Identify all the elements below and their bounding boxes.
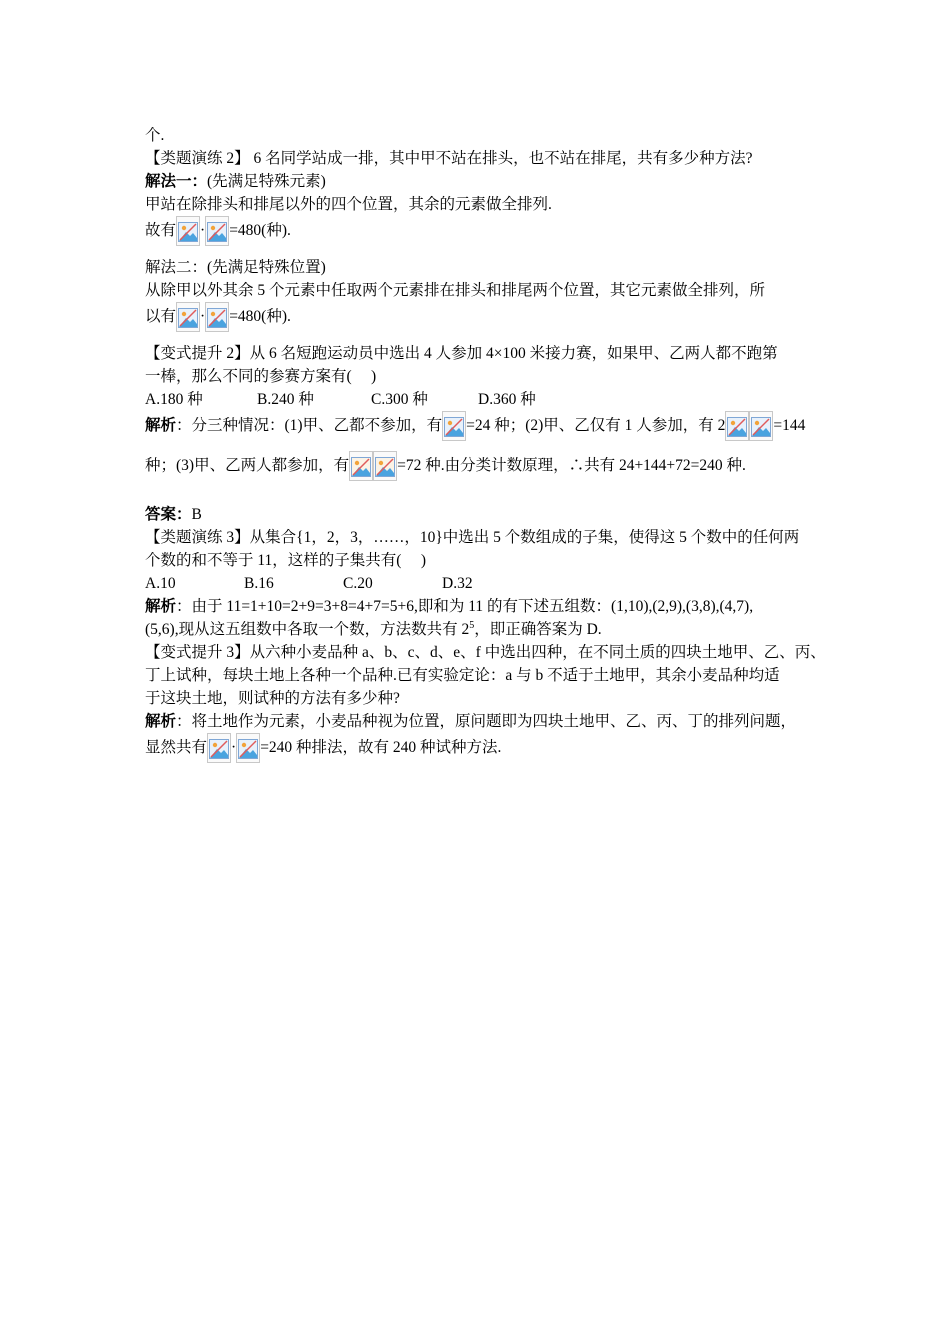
broken-image-icon — [442, 411, 466, 441]
spacer — [145, 332, 810, 342]
spacer — [145, 481, 810, 503]
text-fragment: 一棒，那么不同的参赛方案有( ) — [145, 368, 377, 385]
variant-2-answer — [145, 503, 810, 526]
option-b: B.16 — [244, 575, 274, 592]
method-2-text — [145, 279, 810, 302]
exercise-2-question — [145, 147, 810, 170]
analysis-label: 解析 — [145, 713, 177, 730]
method-2-result — [145, 302, 810, 332]
answer-label: 答案： — [145, 506, 192, 523]
broken-image-icon — [725, 411, 749, 441]
broken-image-icon — [349, 451, 373, 481]
text-fragment: =480(种). — [229, 222, 291, 239]
option-a: A.180 种 — [145, 391, 203, 408]
variant-3-analysis — [145, 710, 810, 733]
method-2-title: 解法二：(先满足特殊位置) — [145, 259, 326, 276]
text-fragment: 从除甲以外其余 5 个元素中任取两个元素排在排头和排尾两个位置，其它元素做全排列，所 — [145, 282, 766, 299]
text-fragment: ：由于 11=1+10=2+9=3+8=4+7=5+6,即和为 11 的有下述五组数：(1,10),(2,9),(3,8),(4,7), — [176, 598, 754, 615]
analysis-label: 解析 — [145, 417, 177, 434]
multiply-dot: · — [231, 739, 237, 756]
variant-2-title: 【变式提升 2】 — [145, 345, 250, 362]
answer-value: B — [191, 506, 202, 523]
text-fragment: 从集合{1，2，3，……，10}中选出 5 个数组成的子集，使得这 5 个数中的任何两 — [249, 529, 800, 546]
variant-2-options — [145, 388, 810, 411]
text-fragment: 个数的和不等于 11，这样的子集共有( ) — [145, 552, 426, 569]
text-fragment: =24 种；(2)甲、乙仅有 1 人参加，有 2 — [466, 417, 726, 434]
text-fragment: 种；(3)甲、乙两人都参加，有 — [145, 457, 350, 474]
text-line — [145, 124, 810, 147]
option-c: C.20 — [343, 575, 373, 592]
analysis-label: 解析 — [145, 598, 177, 615]
broken-image-icon — [749, 411, 773, 441]
document-content — [145, 124, 826, 763]
text-fragment: 于这块土地，则试种的方法有多少种? — [145, 690, 400, 707]
option-d: D.32 — [442, 575, 473, 592]
variant-2-analysis — [145, 411, 810, 441]
text-fragment: 从六种小麦品种 a、b、c、d、e、f 中选出四种，在不同土质的四块土地甲、乙、丙、 — [249, 644, 826, 661]
exercise-3-question — [145, 526, 810, 549]
spacer — [145, 441, 810, 451]
text-fragment: =144 — [773, 417, 806, 434]
variant-2-analysis-cont — [145, 451, 810, 481]
variant-3-title: 【变式提升 3】 — [145, 644, 250, 661]
text-fragment: 故有 — [145, 222, 177, 239]
variant-2-question-cont — [145, 365, 810, 388]
multiply-dot: · — [200, 222, 206, 239]
broken-image-icon — [205, 302, 229, 332]
variant-3-question — [145, 641, 826, 664]
text-fragment: 以有 — [145, 308, 177, 325]
method-1-text — [145, 193, 810, 216]
text-fragment: 丁上试种，每块土地上各种一个品种.已有实验定论：a 与 b 不适于土地甲，其余小麦品种均适 — [145, 667, 780, 684]
broken-image-icon — [176, 302, 200, 332]
exercise-3-analysis — [145, 595, 810, 618]
broken-image-icon — [207, 733, 231, 763]
broken-image-icon — [176, 216, 200, 246]
option-b: B.240 种 — [257, 391, 314, 408]
method-1-heading — [145, 170, 810, 193]
exercise-3-title: 【类题演练 3】 — [145, 529, 250, 546]
option-a: A.10 — [145, 575, 176, 592]
method-1-result — [145, 216, 810, 246]
method-1-label: 解法一： — [145, 173, 208, 190]
multiply-dot: · — [200, 308, 206, 325]
variant-3-question-cont — [145, 664, 810, 687]
variant-3-question-cont — [145, 687, 810, 710]
method-1-hint: (先满足特殊元素) — [207, 173, 326, 190]
text-fragment: =480(种). — [229, 308, 291, 325]
broken-image-icon — [373, 451, 397, 481]
variant-3-analysis-cont — [145, 733, 810, 763]
text-fragment: =72 种.由分类计数原理，∴共有 24+144+72=240 种. — [397, 457, 746, 474]
text-fragment: 个. — [145, 127, 165, 144]
text-fragment: ：分三种情况：(1)甲、乙都不参加，有 — [176, 417, 443, 434]
exercise-2-title: 【类题演练 2】 — [145, 150, 250, 167]
text-fragment: (5,6),现从这五组数中各取一个数，方法数共有 2 — [145, 621, 470, 638]
exercise-3-analysis-cont — [145, 618, 810, 641]
text-fragment: ：将土地作为元素，小麦品种视为位置，原问题即为四块土地甲、乙、丙、丁的排列问题， — [176, 713, 797, 730]
exercise-3-question-cont — [145, 549, 810, 572]
option-c: C.300 种 — [371, 391, 428, 408]
text-fragment: ，即正确答案为 D. — [474, 621, 602, 638]
text-fragment: =240 种排法，故有 240 种试种方法. — [260, 739, 502, 756]
spacer — [145, 246, 810, 256]
text-fragment: 甲站在除排头和排尾以外的四个位置，其余的元素做全排列. — [145, 196, 552, 213]
text-fragment: 从 6 名短跑运动员中选出 4 人参加 4×100 米接力赛，如果甲、乙两人都不跑第 — [249, 345, 778, 362]
method-2-heading — [145, 256, 810, 279]
exponent: 5 — [469, 619, 475, 631]
exercise-2-question-text: 6 名同学站成一排，其中甲不站在排头，也不站在排尾，共有多少种方法? — [249, 150, 753, 167]
option-d: D.360 种 — [478, 391, 536, 408]
exercise-3-options — [145, 572, 810, 595]
variant-2-question — [145, 342, 810, 365]
broken-image-icon — [205, 216, 229, 246]
broken-image-icon — [236, 733, 260, 763]
text-fragment: 显然共有 — [145, 739, 208, 756]
